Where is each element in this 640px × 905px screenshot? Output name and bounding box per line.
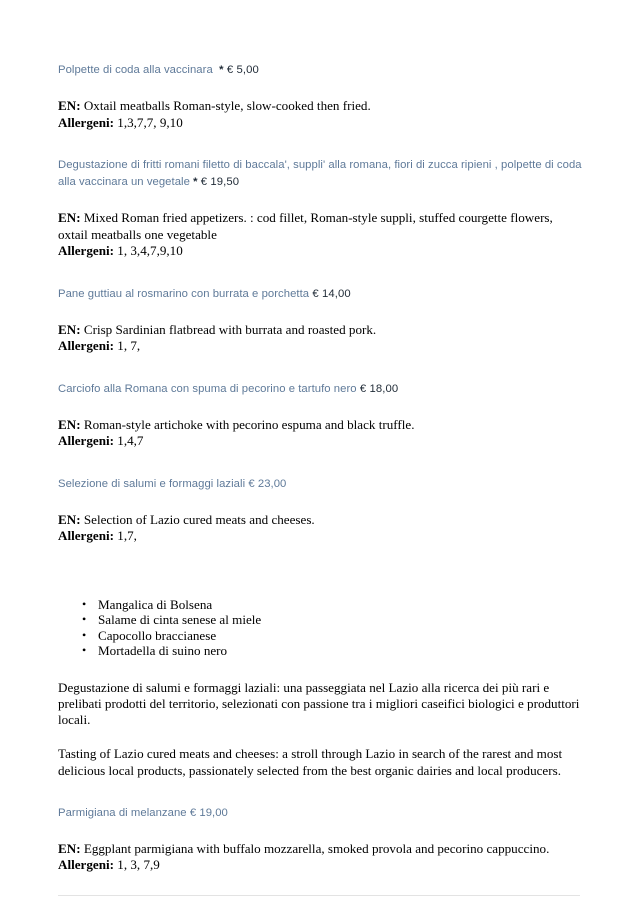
- allergeni-values: 1,7,: [117, 528, 137, 543]
- en-label: EN:: [58, 210, 81, 225]
- bullet-icon: •: [82, 643, 87, 658]
- allergeni-label: Allergeni:: [58, 114, 114, 130]
- dish-price: € 23,00: [248, 477, 287, 490]
- dish-star-marker: *: [193, 176, 198, 188]
- list-item: [58, 628, 582, 644]
- allergeni-values: 1,4,7: [117, 433, 144, 448]
- description-english: Tasting of Lazio cured meats and cheeses: a stroll through Lazio in search of the rarest and most delicious local products, passionately selected from the best organic dairies and local producers.: [58, 746, 563, 778]
- dish-price: € 19,00: [189, 806, 228, 819]
- list-item: [58, 597, 582, 613]
- menu-entry-selezione-salumi: [58, 476, 582, 545]
- dish-en-description: [58, 322, 582, 339]
- menu-entry-carciofo: [58, 381, 582, 450]
- menu-entry-pane-guttiau: [58, 286, 582, 355]
- allergeni-label: Allergeni:: [58, 338, 114, 353]
- salumi-bullet-list: [58, 597, 582, 659]
- dish-en-description: [58, 841, 582, 858]
- list-item-label: Capocollo braccianese: [98, 627, 217, 643]
- en-text: Mixed Roman fried appetizers. : cod fillet, Roman-style suppli, stuffed courgette flowers, oxtail meatballs one vegetable: [58, 210, 553, 242]
- dish-allergeni: [58, 243, 582, 260]
- list-item: [58, 643, 582, 659]
- allergeni-label: Allergeni:: [58, 857, 114, 873]
- dish-title: [58, 476, 582, 493]
- dish-name-it: Pane guttiau al rosmarino con burrata e porchetta: [58, 287, 310, 300]
- dish-allergeni: [58, 433, 582, 450]
- dish-allergeni: [58, 338, 582, 355]
- dish-allergeni: [58, 857, 582, 874]
- dish-name-it: Selezione di salumi e formaggi laziali: [58, 477, 246, 490]
- en-text: Crisp Sardinian flatbread with burrata and roasted pork.: [83, 321, 377, 337]
- en-text: Oxtail meatballs Roman-style, slow-cooked then fried.: [83, 98, 371, 113]
- dish-allergeni: [58, 115, 582, 132]
- dish-name-it: Degustazione di fritti romani filetto di baccala', suppli' alla romana, fiori di zucca ripieni , polpette di coda alla vaccinara un vegetale: [58, 159, 582, 188]
- bullet-icon: •: [82, 627, 87, 642]
- en-label: EN:: [58, 416, 81, 432]
- allergeni-label: Allergeni:: [58, 433, 114, 448]
- en-text: Selection of Lazio cured meats and cheeses.: [83, 511, 315, 527]
- dish-title: [58, 381, 582, 398]
- menu-entry-parmigiana: [58, 805, 582, 874]
- dish-en-description: [58, 512, 582, 529]
- dish-en-description: [58, 417, 582, 434]
- dish-en-description: [58, 98, 582, 115]
- list-item-label: Mortadella di suino nero: [98, 643, 228, 659]
- allergeni-label: Allergeni:: [58, 528, 114, 543]
- dish-price: € 18,00: [359, 382, 399, 395]
- dish-title: [58, 805, 582, 822]
- dish-price: € 5,00: [226, 64, 259, 76]
- description-italian: Degustazione di salumi e formaggi laziali: una passeggiata nel Lazio alla ricerca dei più rari e prelibati prodotti del territorio, selezionati con passione tra i migliori caseifici biologici e produttori locali.: [58, 679, 580, 728]
- en-text: Roman-style artichoke with pecorino espuma and black truffle.: [83, 416, 415, 432]
- allergeni-values: 1, 3,4,7,9,10: [117, 243, 183, 258]
- dish-name-it: Carciofo alla Romana con spuma di pecorino e tartufo nero: [58, 382, 357, 395]
- dish-title: [58, 157, 582, 191]
- list-item: [58, 612, 582, 628]
- en-label: EN:: [58, 840, 81, 856]
- allergeni-values: 1, 7,: [117, 338, 141, 353]
- bullet-icon: •: [82, 596, 87, 611]
- allergeni-values: 1,3,7,7, 9,10: [117, 114, 183, 130]
- menu-entry-degustazione-fritti: [58, 157, 582, 260]
- dish-price: € 19,50: [200, 176, 240, 188]
- menu-entry-polpette: [58, 62, 582, 131]
- allergeni-values: 1, 3, 7,9: [117, 857, 160, 873]
- dish-allergeni: [58, 528, 582, 545]
- dish-title: [58, 286, 582, 303]
- list-item-label: Salame di cinta senese al miele: [98, 612, 262, 628]
- dish-name-it: Polpette di coda alla vaccinara: [58, 64, 213, 76]
- bullet-icon: •: [82, 612, 87, 627]
- en-label: EN:: [58, 511, 81, 527]
- dish-title: [58, 62, 582, 79]
- dish-name-it: Parmigiana di melanzane: [58, 806, 187, 819]
- en-label: EN:: [58, 321, 81, 337]
- list-item-label: Mangalica di Bolsena: [98, 596, 213, 612]
- en-label: EN:: [58, 98, 81, 113]
- menu-content: [58, 62, 582, 896]
- dish-star-marker: *: [219, 64, 224, 76]
- section-divider: [58, 895, 580, 896]
- dish-en-description: [58, 210, 582, 243]
- allergeni-label: Allergeni:: [58, 243, 114, 258]
- en-text: Eggplant parmigiana with buffalo mozzarella, smoked provola and pecorino cappuccino.: [83, 840, 550, 856]
- dish-price: € 14,00: [312, 287, 351, 300]
